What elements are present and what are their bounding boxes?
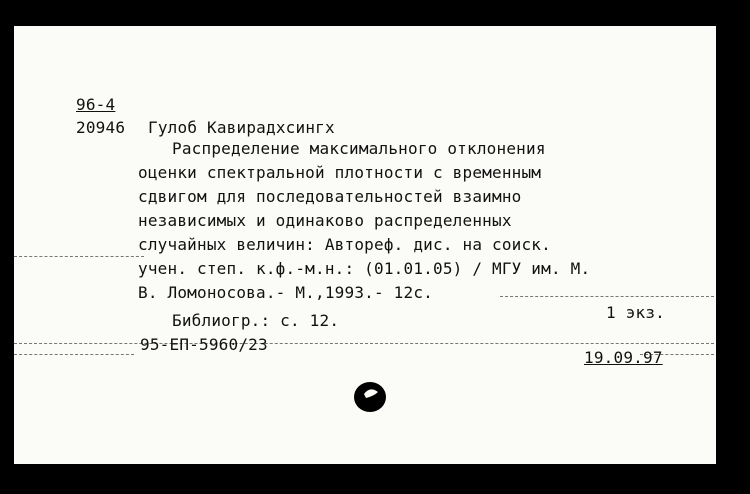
title-line: независимых и одинаково распределенных: [138, 211, 512, 230]
accession-date: 19.09.97: [584, 348, 663, 367]
scan-artifact-line: [14, 354, 134, 355]
title-line: случайных величин: Автореф. дис. на соиск.: [138, 235, 551, 254]
scan-artifact-line: [14, 343, 714, 344]
bottom-edge-stripe: [0, 464, 750, 494]
title-line: оценки спектральной плотности с временным: [138, 163, 542, 182]
scan-artifact-line: [14, 256, 144, 257]
title-line: Распределение максимального отклонения: [172, 139, 546, 158]
shelf-mark: 96-4: [76, 95, 116, 114]
title-line: сдвигом для последовательностей взаимно: [138, 187, 522, 206]
scan-artifact-line: [500, 296, 714, 297]
copies-count: 1 экз.: [606, 303, 665, 322]
title-line: учен. степ. к.ф.-м.н.: (01.01.05) / МГУ им. М.: [138, 259, 591, 278]
left-edge-stripe: [0, 0, 14, 494]
author-name: Гулоб Кавирадхсингх: [148, 118, 335, 137]
bibliography-note: Библиогр.: с. 12.: [172, 311, 340, 330]
title-line: В. Ломоносова.- М.,1993.- 12с.: [138, 283, 433, 302]
catalog-number: 95-ЕП-5960/23: [140, 335, 268, 354]
punch-hole-icon: [352, 380, 388, 414]
top-edge-stripe: [0, 0, 750, 26]
record-number: 20946: [76, 118, 126, 137]
